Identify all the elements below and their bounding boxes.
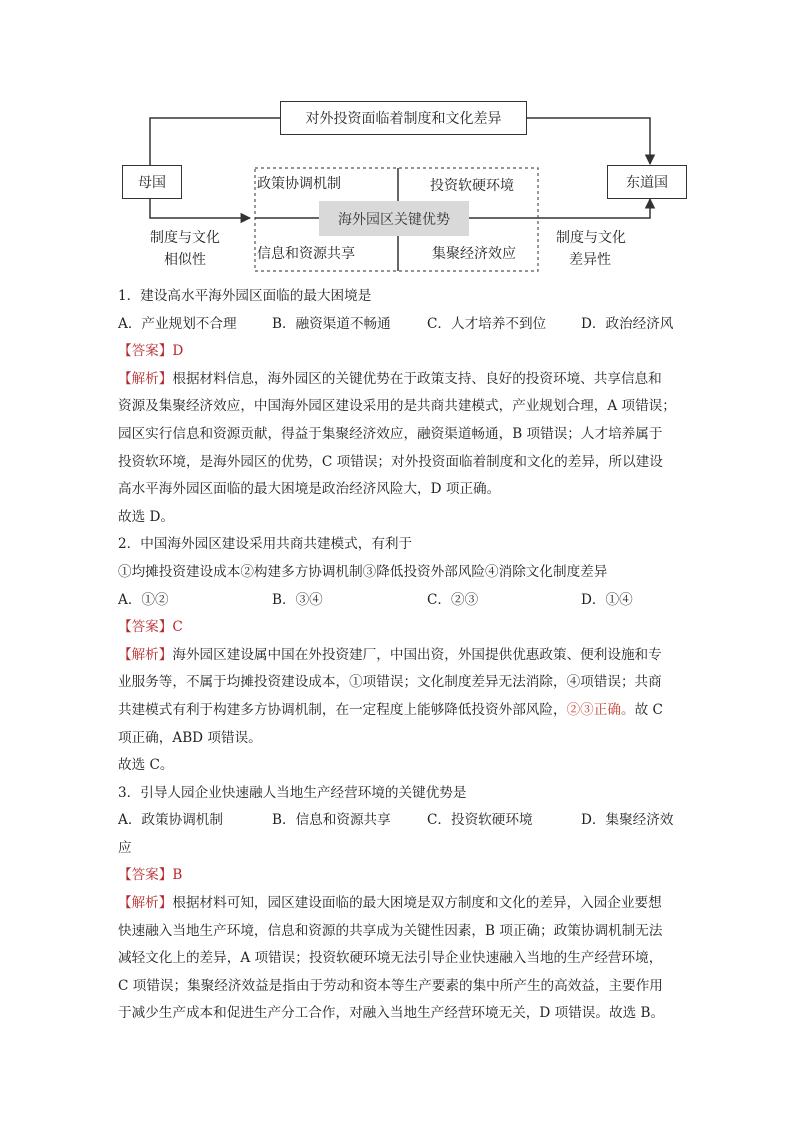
top-box: 对外投资面临着制度和文化差异 [280,101,527,135]
q3-option-c: C．投资软硬环境 [427,812,533,829]
q1-answer [118,338,678,366]
left-note-line1: 制度与文化 [150,230,220,246]
q2-highlight: ②③正确。 [566,701,635,718]
q3-option-wrap: 应 [118,839,132,856]
q3-analysis-line: 快速融入当地生产环境，信息和资源的共享成为关键性因素，B 项正确；政策协调机制无法 [118,922,663,939]
quadrant-environment: 投资软硬环境 [430,178,514,194]
q3-option-a: A．政策协调机制 [118,812,223,829]
q2-option-d: D．①④ [581,591,633,608]
q1-analysis-line: 园区实行信息和资源贡献，得益于集聚经济效应，融资渠道畅通，B 项错误；人才培养属于 [118,425,663,442]
q1-option-a: A．产业规划不合理 [118,315,237,332]
host-country-box: 东道国 [607,165,687,199]
q3-analysis-line: C 项错误；集聚经济效益是指由于劳动和资本等生产要素的集中所产生的高效益，主要作用 [118,977,663,994]
q2-conclusion: 故选 C。 [118,757,174,774]
home-to-center-arrow [150,199,250,218]
q2-analysis-tag: 【解析】 [118,646,173,663]
q3-option-b: B．信息和资源共享 [272,812,391,829]
q1-stem: 1．建设高水平海外园区面临的最大困境是 [118,288,372,304]
q1-conclusion: 故选 D。 [118,508,175,525]
q1-answer-value: D [172,343,184,360]
q1-analysis-text: 根据材料信息，海外园区的关键优势在于政策支持、良好的投资环境、共享信息和 [172,370,662,387]
q2-answer-tag: 【答案】 [118,619,173,636]
quadrant-policy: 政策协调机制 [257,176,341,192]
q1-answer-tag: 【答案】 [118,343,173,360]
home-country-box: 母国 [122,165,182,199]
q2-analysis-line: 项正确，ABD 项错误。 [118,729,262,746]
q1-analysis-line: 高水平海外园区面临的最大困境是政治经济风险大，D 项正确。 [118,481,501,498]
q3-analysis-tag: 【解析】 [118,895,173,912]
q3-answer-tag: 【答案】 [118,867,173,884]
q3-answer [118,862,678,890]
q1-option-c: C．人才培养不到位 [427,315,547,332]
quadrant-agglomeration: 集聚经济效应 [432,246,516,262]
q2-answer-value: C [172,619,183,636]
q2-items: ①均摊投资建设成本②构建多方协调机制③降低投资外部风险④消除文化制度差异 [118,563,608,580]
left-note-line2: 相似性 [164,252,206,268]
q1-analysis-line: 投资软环境，是海外园区的优势，C 项错误；对外投资面临着制度和文化的差异，所以建设 [118,453,663,470]
q3-analysis-line [118,890,678,918]
q3-options [118,807,678,835]
question-body [118,283,678,1028]
q3-answer-value: B [172,867,183,884]
q2-stem: 2．中国海外园区建设采用共商共建模式，有利于 [118,536,413,553]
q3-analysis-text: 根据材料可知，园区建设面临的最大困境是双方制度和文化的差异，入园企业要想 [172,895,662,912]
q2-analysis-line: 业服务等，不属于均摊投资建设成本，①项错误；文化制度差异无法消除，④项错误；共商 [118,674,662,691]
q2-option-a: A．①② [118,591,169,608]
right-note-line2: 差异性 [569,252,611,268]
top-connector-line [150,118,280,165]
q2-options [118,587,678,615]
q2-option-b: B．③④ [272,591,323,608]
q2-analysis-text: 海外园区建设属中国在外投资建厂，中国出资，外国提供优惠政策、便利设施和专 [172,646,662,663]
top-to-host-arrow [527,118,650,164]
q1-analysis-line [118,366,678,394]
q1-option-b: B．融资渠道不畅通 [272,315,391,332]
q2-analysis-line [118,642,678,670]
q3-analysis-line: 减轻文化上的差异，A 项错误；投资软硬环境无法引导企业快速融入当地的生产经营环境， [118,950,663,967]
quadrant-information: 信息和资源共享 [257,246,355,262]
q1-option-d: D．政治经济风 [581,315,674,332]
q2-analysis-line [118,697,678,725]
diagram-lines [0,0,794,290]
center-box: 海外园区关键优势 [319,201,469,236]
q3-option-d: D．集聚经济效 [581,812,674,829]
q1-analysis-tag: 【解析】 [118,370,173,387]
q2-analysis-text: 共建模式有利于构建多方协调机制，在一定程度上能够降低投资外部风险， [118,701,567,718]
q2-option-c: C．②③ [427,591,479,608]
q1-analysis-line: 资源及集聚经济效应，中国海外园区建设采用的是共商共建模式，产业规划合理，A 项错误； [118,398,676,415]
q2-analysis-text: 故 C [634,701,663,718]
center-to-host-arrow [538,199,650,218]
right-note-line1: 制度与文化 [556,230,626,246]
q3-stem: 3．引导人园企业快速融人当地生产经营环境的关键优势是 [118,784,467,801]
q1-options [118,311,678,339]
q3-analysis-line: 于减少生产成本和促进生产分工合作，对融入当地生产经营环境无关，D 项错误。故选 B。 [118,1005,665,1022]
q2-answer [118,614,678,642]
